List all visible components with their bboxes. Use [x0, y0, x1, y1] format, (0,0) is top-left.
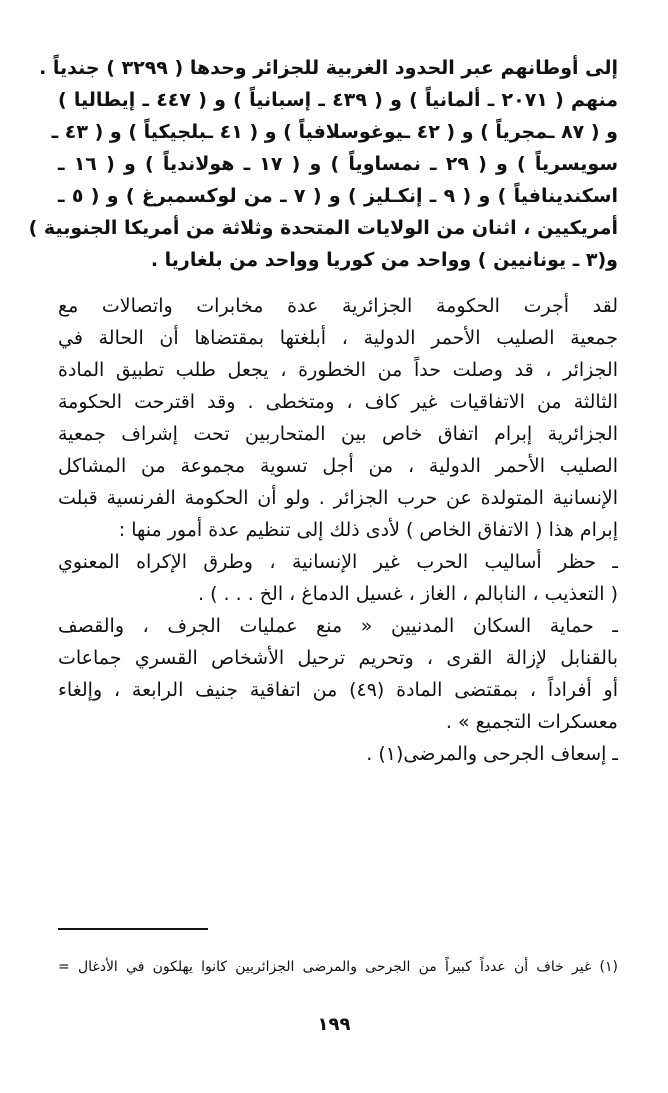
text-line: ـ حظر أساليب الحرب غير الإنسانية ، وطرق الإكراه المعنوي: [58, 551, 618, 573]
text-line: و(٣ ـ يونانيين ) وواحد من كوريا وواحد من بلغاريا .: [150, 249, 618, 271]
footnote: (١) غير خاف أن عدداً كبيراً من الجرحى والمرضى الجزائريين كانوا يهلكون في الأدغال =: [58, 959, 618, 975]
text-line: اسكندينافياً ) و ( ٩ ـ إنكـليز ) و ( ٧ ـ من لوكسمبرغ ) و ( ٥ ـ: [58, 185, 618, 207]
text-line: سويسرياً ) و ( ٢٩ ـ نمساوياً ) و ( ١٧ ـ هولاندياً ) و ( ١٦ ـ: [58, 153, 618, 175]
text-line: الصليب الأحمر الدولية ، من أجل تسوية مجموعة من المشاكل: [58, 455, 618, 477]
text-line: معسكرات التجميع » .: [445, 711, 618, 733]
footnote-separator: [58, 928, 208, 930]
text-line: الثالثة من الاتفاقيات غير كاف ، ومتخطى . وقد اقترحت الحكومة: [58, 391, 618, 413]
text-line: أو أفراداً ، بمقتضى المادة (٤٩) من اتفاقية جنيف الرابعة ، وإلغاء: [58, 679, 618, 701]
text-line: و ( ٨٧ ـمجرياً ) و ( ٤٢ ـيوغوسلافياً ) و ( ٤١ ـبلجيكياً ) و ( ٤٣ ـ: [51, 121, 618, 143]
text-line: ـ إسعاف الجرحى والمرضى(١) .: [366, 743, 618, 765]
text-line: ( التعذيب ، النابالم ، الغاز ، غسيل الدماغ ، الخ . . . ) .: [198, 583, 618, 605]
text-line: لقد أجرت الحكومة الجزائرية عدة مخابرات واتصالات مع: [58, 295, 618, 317]
text-line: بالقنابل لإزالة القرى ، وتحريم ترحيل الأشخاص القسري جماعات: [58, 647, 618, 669]
paragraph-deserters-count: [28, 52, 619, 276]
page-body: [28, 52, 619, 770]
text-line: الإنسانية المتولدة عن حرب الجزائر . ولو أن الحكومة الفرنسية قبلت: [58, 487, 618, 509]
text-line: ـ حماية السكان المدنيين « منع عمليات الجرف ، والقصف: [58, 615, 618, 637]
list-item-inhumane-methods: [58, 546, 618, 610]
text-line: إلى أوطانهم عبر الحدود الغربية للجزائر وحدها ( ٣٢٩٩ ) جندياً .: [39, 57, 618, 79]
text-line: الجزائر ، قد وصلت حداً من الخطورة ، يجعل طلب تطبيق المادة: [58, 359, 618, 381]
text-line: أمريكيين ، اثنان من الولايات المتحدة وثلاثة من أمريكا الجنوبية ): [28, 217, 618, 239]
list-item-wounded-aid: [58, 738, 618, 770]
paragraph-gap: [58, 276, 618, 290]
paragraph-red-cross: [58, 290, 618, 546]
text-line: جمعية الصليب الأحمر الدولية ، أبلغتها بمقتضاها أن الحالة في: [58, 327, 618, 349]
text-line: منهم ( ٢٠٧١ ـ ألمانياً ) و ( ٤٣٩ ـ إسبانياً ) و ( ٤٤٧ ـ إيطاليا ): [58, 89, 619, 111]
page-number: ١٩٩: [317, 1014, 351, 1035]
text-line: إبرام هذا ( الاتفاق الخاص ) لأدى ذلك إلى تنظيم عدة أمور منها :: [118, 519, 618, 541]
list-item-civilian-protection: [58, 610, 618, 738]
text-line: الجزائرية إبرام اتفاق خاص بين المتحاربين تحت إشراف جمعية: [58, 423, 618, 445]
